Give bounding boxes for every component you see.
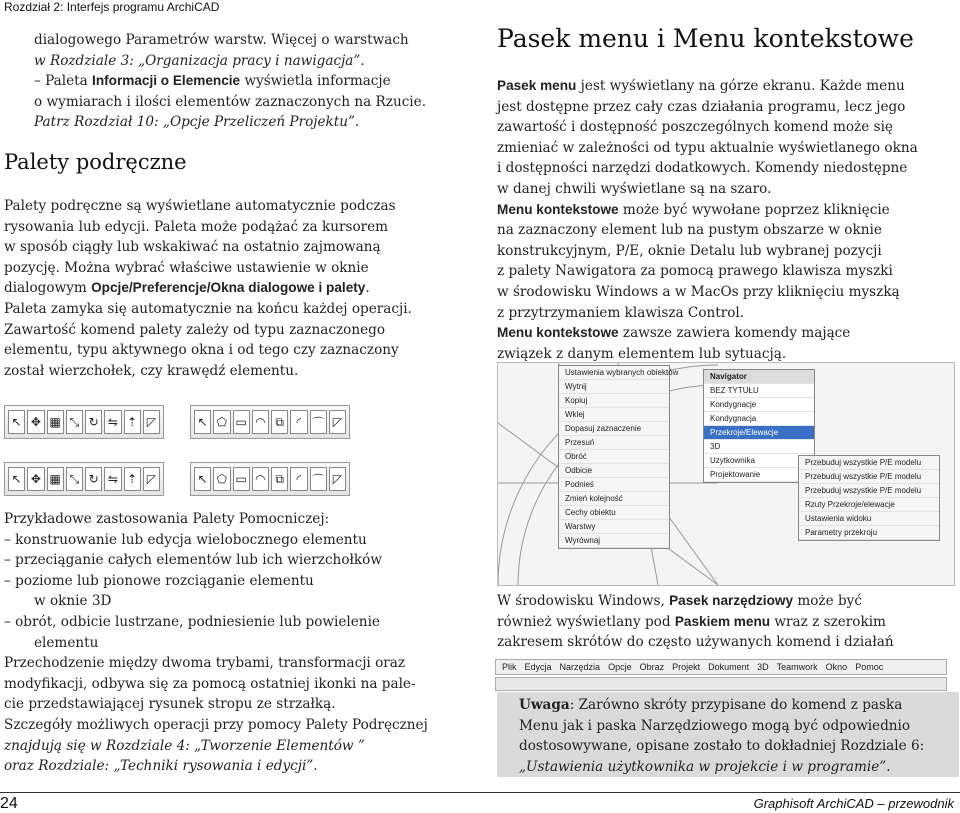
text-line: Menu kontekstowe zawsze zawiera komendy mające: [497, 325, 851, 342]
navigator-title: Navigator: [704, 370, 814, 384]
note-line: dostosowywane, opisane zostało to dokładniej Rozdziale 6:: [519, 738, 925, 755]
pet-palette-toolbar-2: [190, 405, 350, 439]
footer-brand: Graphisoft ArchiCAD – przewodnik: [753, 796, 954, 811]
rotate-icon: ↻: [85, 410, 102, 434]
top-line: – Paleta Informacji o Elemencie wyświetla informacje: [34, 73, 391, 90]
offset-icon: ⧉: [271, 467, 288, 491]
text-line: i dostępności narzędzi dodatkowych. Komendy niedostępne: [497, 160, 908, 177]
example-item: – przeciąganie całych elementów lub ich wierzchołków: [4, 550, 474, 571]
text-line: W środowisku Windows, Pasek narzędziowy może być: [497, 593, 862, 609]
text-line: pozycję. Można wybrać właściwe ustawienie w oknie: [4, 259, 369, 276]
selection-arrow-icon: ↖: [194, 467, 211, 491]
section-heading-pasek-menu: Pasek menu i Menu kontekstowe: [497, 24, 914, 53]
pet-palette-toolbar-3: [4, 462, 164, 496]
elevate-icon: ⇡: [124, 467, 141, 491]
top-line: dialogowego Parametrów warstw. Więcej o warstwach: [34, 32, 409, 48]
menu-item[interactable]: Cechy obiektu: [559, 506, 669, 520]
menu-label[interactable]: Obraz: [639, 662, 665, 672]
menu-label[interactable]: Pomoc: [855, 662, 884, 672]
menu-label[interactable]: Teamwork: [776, 662, 818, 672]
menu-item[interactable]: Wklej: [559, 408, 669, 422]
nav-item[interactable]: BEZ TYTUŁU: [704, 384, 814, 398]
pasek-narzedziowy-paragraph: [497, 591, 959, 653]
menu-item[interactable]: Dopasuj zaznaczenie: [559, 422, 669, 436]
text-line: na zaznaczony element lub na pustym obszarze w oknie: [497, 222, 882, 239]
rectangle-icon: ▭: [233, 467, 250, 491]
slab-arrow-icon: ◸: [329, 467, 346, 491]
text-line: znajdują się w Rozdziale 4: „Tworzenie Elementów ”: [4, 737, 365, 754]
text-line: Pasek menu jest wyświetlany na górze ekranu. Każde menu: [497, 78, 905, 94]
menu-label[interactable]: Okno: [825, 662, 848, 672]
rotate-icon: ↻: [85, 467, 102, 491]
palety-paragraph: [4, 196, 474, 381]
bold-term: Menu kontekstowe: [497, 201, 619, 217]
text-line: w sposób ciągły lub wskakiwać na ostatnio zajmowaną: [4, 239, 381, 256]
menu-label[interactable]: Edycja: [524, 662, 552, 672]
menu-item[interactable]: Wytnij: [559, 380, 669, 394]
menu-item[interactable]: Ustawienia wybranych obiektów: [559, 366, 669, 380]
move-icon: ✥: [27, 467, 44, 491]
context-menu-screenshot: [497, 362, 955, 586]
pet-palette-toolbar-1: [4, 405, 164, 439]
menu-item[interactable]: Rzuty Przekroje/elewacje: [799, 498, 939, 512]
text-line: rysowania lub edycji. Paleta może podążać za kursorem: [4, 218, 389, 235]
selection-arrow-icon: ↖: [194, 410, 211, 434]
text-line: zmieniać w zależności od typu aktualnie wyświetlanego okna: [497, 139, 918, 156]
left-column: [4, 30, 474, 133]
selection-arrow-icon: ↖: [8, 467, 25, 491]
examples-block: [4, 509, 474, 777]
pasek-menu-paragraph: [497, 76, 959, 364]
polygon-icon: ⬠: [213, 410, 230, 434]
move-icon: ✥: [27, 410, 44, 434]
menu-label[interactable]: Narzędzia: [559, 662, 601, 672]
pet-palette-toolbar-4: [190, 462, 350, 496]
nav-item[interactable]: Projektowanie: [704, 468, 814, 482]
menu-item[interactable]: Przebuduj wszystkie P/E modelu: [799, 470, 939, 484]
note-line-rest: : Zarówno skróty przypisane do komend z paska: [569, 697, 903, 713]
context-menu-1[interactable]: [558, 365, 679, 549]
nav-item[interactable]: Uzytkownika: [704, 454, 814, 468]
stretch-icon: ⤡: [66, 467, 83, 491]
page-number: 24: [0, 795, 18, 812]
offset-icon: ⧉: [271, 410, 288, 434]
tangent-icon: ⌒: [310, 410, 327, 434]
polygon-icon: ⬠: [213, 467, 230, 491]
menu-label[interactable]: 3D: [757, 662, 769, 672]
menu-item[interactable]: Podnieś: [559, 478, 669, 492]
elevate-icon: ⇡: [124, 410, 141, 434]
slab-arrow-icon: ◸: [143, 410, 160, 434]
top-line: w Rozdziale 3: „Organizacja pracy i nawigacja”.: [34, 52, 365, 69]
fillet-icon: ◜: [290, 467, 307, 491]
context-menu-2[interactable]: [798, 455, 940, 541]
fillet-icon: ◜: [290, 410, 307, 434]
grid-icon: ▦: [47, 467, 64, 491]
menu-item[interactable]: Przebuduj wszystkie P/E modelu: [799, 456, 939, 470]
selection-arrow-icon: ↖: [8, 410, 25, 434]
top-line: Patrz Rozdział 10: „Opcje Przeliczeń Projektu”.: [34, 114, 360, 131]
text-line: w danej chwili wyświetlane są na szaro.: [497, 180, 772, 197]
bold-term: Opcje/Preferencje/Okna dialogowe i palety: [91, 280, 366, 296]
note-line: Menu jak i paska Narzędziowego mogą być odpowiednio: [519, 717, 911, 734]
rectangle-icon: ▭: [233, 410, 250, 434]
slab-arrow-icon: ◸: [143, 467, 160, 491]
text-line: z przytrzymaniem klawisza Control.: [497, 304, 745, 321]
bold-term: Pasek menu: [497, 78, 577, 93]
menu-item[interactable]: Przesuń: [559, 436, 669, 450]
text-line: Paleta zamyka się automatycznie na końcu każdej operacji.: [4, 300, 412, 317]
text-line: dialogowym Opcje/Preferencje/Okna dialogowe i palety.: [4, 280, 370, 297]
text-line: Menu kontekstowe może być wywołane poprzez kliknięcie: [497, 201, 890, 218]
menu-item[interactable]: Kopiuj: [559, 394, 669, 408]
stretch-icon: ⤡: [66, 410, 83, 434]
note-box: [497, 692, 959, 777]
text-line: w środowisku Windows a w MacOs przy kliknięciu myszką: [497, 283, 900, 300]
text-line: z palety Nawigatora za pomocą prawego klawisza myszki: [497, 263, 893, 280]
footer-rule: [0, 792, 960, 793]
nav-item[interactable]: 3D: [704, 440, 814, 454]
nav-item[interactable]: Kondygnacje: [704, 398, 814, 412]
example-item: – obrót, odbicie lustrzane, podniesienie lub powielenie: [4, 612, 474, 633]
text-line: Przechodzenie między dwoma trybami, transformacji oraz: [4, 655, 406, 672]
menu-label[interactable]: Plik: [502, 662, 517, 672]
menu-item[interactable]: Parametry przekroju: [799, 526, 939, 540]
menu-item[interactable]: Obróć: [559, 450, 669, 464]
text-line: Palety podręczne są wyświetlane automatycznie podczas: [4, 198, 396, 214]
text-line: związek z danym elementem lub sytuacją.: [497, 345, 787, 362]
toolbar-icons-strip: [495, 677, 947, 691]
menu-item[interactable]: Ustawienia widoku: [799, 512, 939, 526]
menu-item[interactable]: Wyrównaj: [559, 534, 669, 548]
examples-intro: Przykładowe zastosowania Palety Pomocniczej:: [4, 511, 330, 527]
menu-item[interactable]: Przebuduj wszystkie P/E modelu: [799, 484, 939, 498]
text-line: Zawartość komend palety zależy od typu zaznaczonego: [4, 321, 386, 338]
note-line: „Ustawienia użytkownika w projekcie i w programie”.: [519, 758, 891, 775]
mirror-icon: ⇋: [104, 467, 121, 491]
menu-label[interactable]: Opcje: [608, 662, 632, 672]
menu-item[interactable]: Zmień kolejność: [559, 492, 669, 506]
text-line: Szczegóły możliwych operacji przy pomocy Palety Podręcznej: [4, 716, 428, 733]
text-line: również wyświetlany pod Paskiem menu wraz z szerokim: [497, 613, 886, 630]
example-item: – konstruowanie lub edycja wielobocznego elementu: [4, 530, 474, 551]
text-line: jest dostępne przez cały czas działania programu, lecz jego: [497, 98, 906, 115]
menu-label[interactable]: Projekt: [672, 662, 701, 672]
example-continuation: elementu: [34, 634, 99, 651]
arc-icon: ◠: [252, 410, 269, 434]
bold-term: Pasek narzędziowy: [669, 593, 794, 608]
text-line: zawartość i dostępność poszczególnych komend może się: [497, 119, 893, 136]
bold-term: Paskiem menu: [674, 613, 771, 629]
section-heading-palety: Palety podręczne: [4, 150, 187, 174]
nav-item-selected[interactable]: Przekroje/Elewacje: [704, 426, 814, 440]
menu-item[interactable]: Odbicie: [559, 464, 669, 478]
text-line: oraz Rozdziale: „Techniki rysowania i edycji”.: [4, 758, 318, 775]
text-line: elementu, typu aktywnego okna i od tego czy zaznaczony: [4, 342, 399, 359]
text-line: modyfikacji, odbywa się za pomocą ostatniej ikonki na pale-: [4, 675, 416, 692]
example-item: – poziome lub pionowe rozciąganie elementu: [4, 571, 474, 592]
nav-item[interactable]: Kondygnacja: [704, 412, 814, 426]
bold-term: Menu kontekstowe: [497, 325, 619, 341]
arc-icon: ◠: [252, 467, 269, 491]
example-continuation: w oknie 3D: [34, 593, 112, 610]
running-header: Rozdział 2: Interfejs programu ArchiCAD: [4, 0, 220, 14]
mirror-icon: ⇋: [104, 410, 121, 434]
text-line: zakresem skrótów do często używanych komend i działań: [497, 634, 894, 651]
top-line: o wymiarach i ilości elementów zaznaczonych na Rzucie.: [34, 93, 427, 110]
note-line: Uwaga: Zarówno skróty przypisane do komend z paska: [519, 697, 903, 713]
menu-label[interactable]: Dokument: [708, 662, 750, 672]
text-line: cie przedstawiającej rysunek stropu ze strzałką.: [4, 696, 336, 713]
text-line: konstrukcyjnym, P/E, oknie Detalu lub wybranej pozycji: [497, 242, 882, 259]
menu-bar-screenshot: [495, 659, 947, 675]
slab-arrow-icon: ◸: [329, 410, 346, 434]
tangent-icon: ⌒: [310, 467, 327, 491]
text-line: został wierzchołek, czy krawędź elementu.: [4, 362, 299, 379]
bold-term: Informacji o Elemencie: [92, 73, 241, 89]
menu-item[interactable]: Warstwy: [559, 520, 669, 534]
grid-icon: ▦: [47, 410, 64, 434]
